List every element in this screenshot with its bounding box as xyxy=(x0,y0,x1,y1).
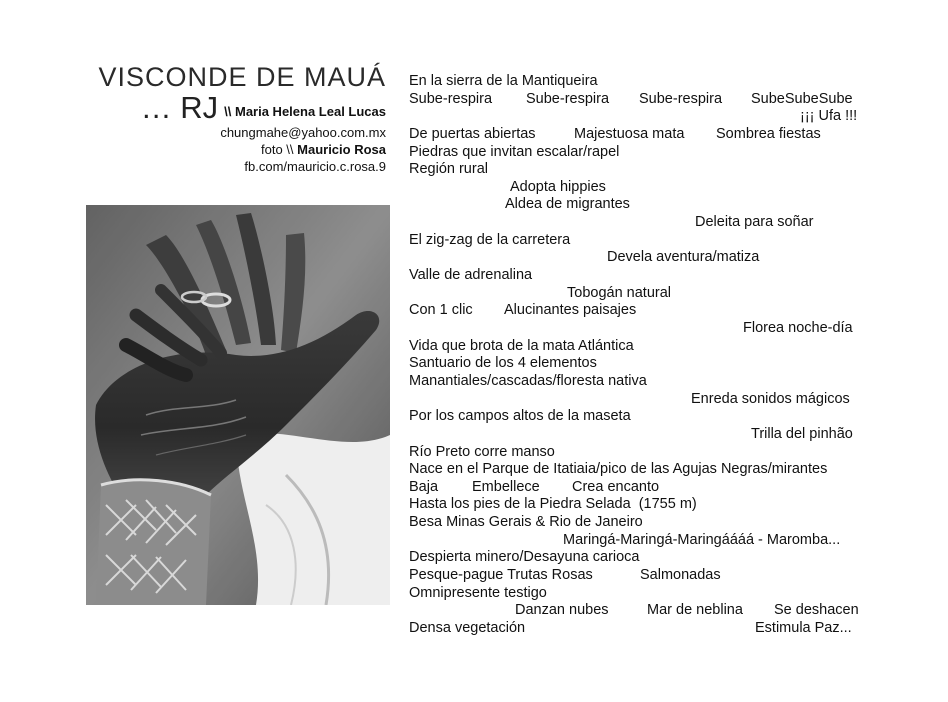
facebook-link: fb.com/mauricio.c.rosa.9 xyxy=(244,159,386,174)
poem-line: Vida que brota de la mata Atlántica xyxy=(409,338,634,354)
photographer-name: Mauricio Rosa xyxy=(297,142,386,157)
poem-line: Danzan nubes xyxy=(515,602,609,618)
poem-line: Por los campos altos de la maseta xyxy=(409,408,631,424)
poem-line: Aldea de migrantes xyxy=(505,196,630,212)
poem-line: Enreda sonidos mágicos xyxy=(691,391,850,407)
poem-line: Besa Minas Gerais & Rio de Janeiro xyxy=(409,514,643,530)
poem-line: Con 1 clic xyxy=(409,302,473,318)
poem-line: Devela aventura/matiza xyxy=(607,249,760,265)
poem-line: Región rural xyxy=(409,161,488,177)
poem-line: Manantiales/cascadas/floresta nativa xyxy=(409,373,647,389)
poem-line: Mar de neblina xyxy=(647,602,743,618)
poem-line: Alucinantes paisajes xyxy=(504,302,637,318)
poem-line: Baja xyxy=(409,479,439,495)
region-label: … RJ xyxy=(140,90,219,125)
poem-line: Omnipresente testigo xyxy=(409,585,547,601)
poem-line: Florea noche-día xyxy=(743,320,853,336)
photo-prefix: foto \\ xyxy=(261,142,298,157)
page-title: VISCONDE DE MAUÁ xyxy=(98,62,386,92)
poem-line: Se deshacen xyxy=(774,602,859,618)
poem-line: Pesque-pague Trutas Rosas xyxy=(409,567,593,583)
poem-line: Deleita para soñar xyxy=(695,214,814,230)
poem-line: SubeSubeSube xyxy=(751,91,853,107)
poem-line: Tobogán natural xyxy=(567,285,671,301)
poem-line: Río Preto corre manso xyxy=(409,444,555,460)
poem-line: De puertas abiertas xyxy=(409,126,536,142)
poem-line: Majestuosa mata xyxy=(574,126,685,142)
author-email: chungmahe@yahoo.com.mx xyxy=(220,125,386,140)
poem-line: Crea encanto xyxy=(572,479,660,495)
poem-line: Adopta hippies xyxy=(510,179,606,195)
poem-line: En la sierra de la Mantiqueira xyxy=(409,73,598,89)
poem-line: Piedras que invitan escalar/rapel xyxy=(409,144,620,160)
poem-line: Valle de adrenalina xyxy=(409,267,533,283)
author-name: Maria Helena Leal Lucas xyxy=(234,104,386,119)
poem-line: Hasta los pies de la Piedra Selada (1755 m) xyxy=(409,496,697,512)
poem-line: Santuario de los 4 elementos xyxy=(409,355,597,371)
poem-line: Nace en el Parque de Itatiaia/pico de las Agujas Negras/mirantes xyxy=(409,461,828,477)
author-prefix: \\ xyxy=(224,104,235,119)
poem-line: ¡¡¡ Ufa !!! xyxy=(800,108,858,124)
poem-line: Densa vegetación xyxy=(409,620,526,636)
poem-line: Salmonadas xyxy=(640,567,721,583)
poem-line: Sombrea fiestas xyxy=(716,126,821,142)
poem-line: Embellece xyxy=(472,479,540,495)
poem-line: Sube-respira xyxy=(639,91,723,107)
poem-line: Despierta minero/Desayuna carioca xyxy=(409,549,640,565)
poem-line: Sube-respira xyxy=(409,91,493,107)
poem-line: Maringá-Maringá-Maringáááá - Maromba... xyxy=(563,532,841,548)
poem-line: Trilla del pinhão xyxy=(751,426,853,442)
poem-line: El zig-zag de la carretera xyxy=(409,232,571,248)
poem-line: Sube-respira xyxy=(526,91,610,107)
poem-line: Estimula Paz... xyxy=(755,620,852,636)
